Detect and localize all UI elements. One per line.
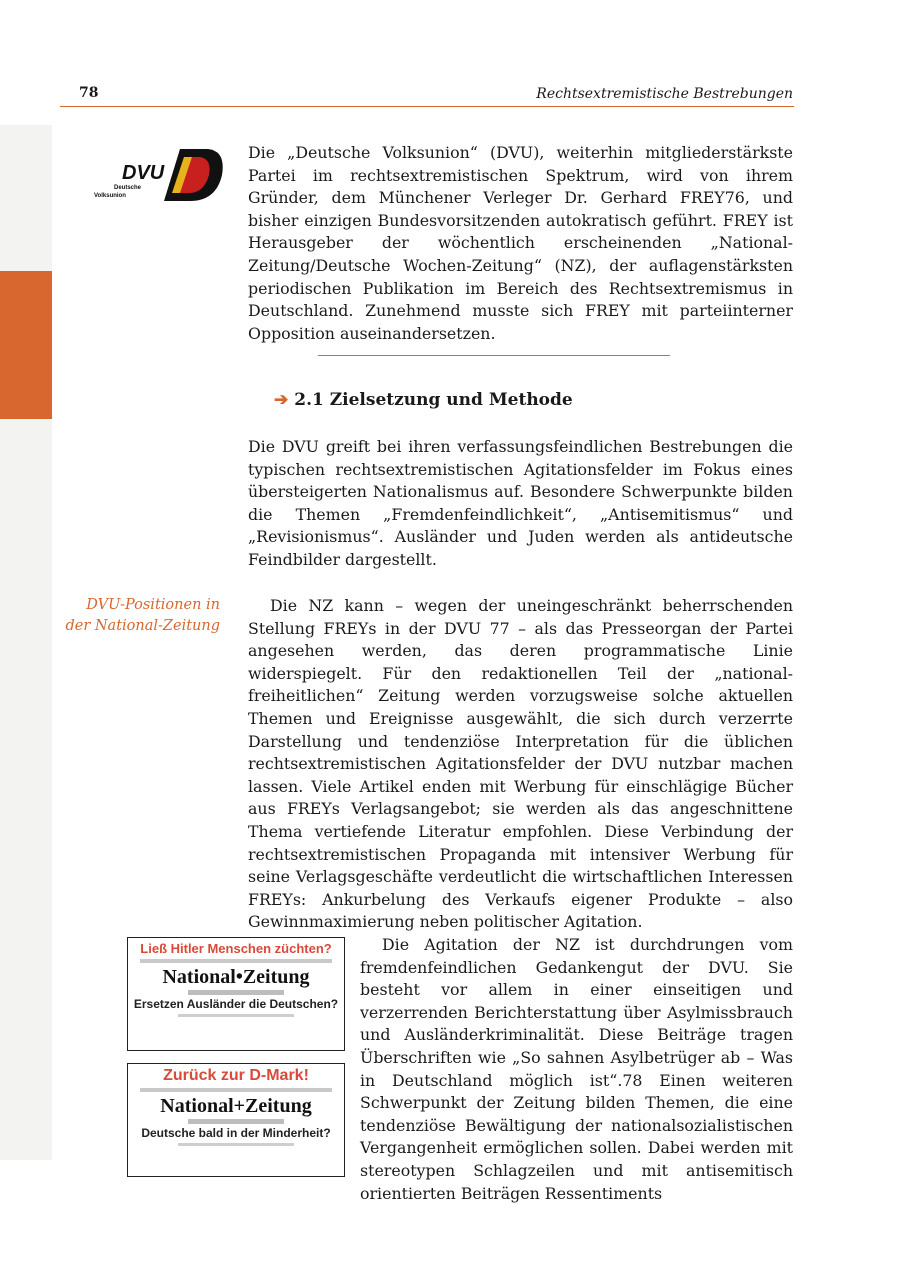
clipping-subline <box>188 990 284 995</box>
section-heading <box>274 390 573 410</box>
header-rule <box>60 106 794 107</box>
clipping-headline: Deutsche bald in der Minderheit? <box>141 1126 331 1140</box>
intro-paragraph: Die „Deutsche Volksunion“ (DVU), weiterhin mitgliederstärkste Partei im rechtsextremistischen Spektrum, wird von ihrem Gründer, dem Münchener Verleger Dr. Gerhard FREY76, und bisher einzigen Bundesvorsitzenden autokratisch geführt. FREY ist Herausgeber der wöchentlich erscheinenden „National-Zeitung/Deutsche Wochen-Zeitung“ (NZ), der auflagenstärksten periodischen Publikation im Bereich des Rechtsextremismus in Deutschland. Zunehmend musste sich FREY mit parteiinterner Opposition auseinandersetzen. <box>248 143 793 343</box>
logo-subtitle-line1: Deutsche <box>114 185 142 191</box>
clipping-kicker: Ließ Hitler Menschen züchten? <box>140 941 332 956</box>
newspaper-clipping-2 <box>127 1063 345 1177</box>
section-divider <box>318 355 670 356</box>
paragraph-objectives: Die DVU greift bei ihren verfassungsfeindlichen Bestrebungen die typischen rechtsextremistischen Agitationsfelder im Fokus eines übersteigerten Nationalismus auf. Besondere Schwerpunkte bilden die Themen „Fremdenfeindlichkeit“, „Antisemitismus“ und „Revisionismus“. Ausländer und Juden werden als antideutsche Feindbilder dargestellt. <box>248 437 793 569</box>
running-title: Rechtsextremistische Bestrebungen <box>536 86 793 102</box>
margin-note-line2: der National-Zeitung <box>65 618 220 634</box>
chapter-tab-marker <box>0 271 52 419</box>
clipping-kicker: Zurück zur D-Mark! <box>163 1067 309 1084</box>
clipping-footer <box>178 1143 294 1146</box>
arrow-right-icon: ➔ <box>274 390 289 410</box>
page-number: 78 <box>79 85 99 101</box>
paragraph-nz-role: Die NZ kann – wegen der uneingeschränkt beherrschenden Stellung FREYs in der DVU 77 – als das Presseorgan der Partei angesehen werden, das deren programmatische Linie widerspiegelt. Für den redaktionellen Teil der „national-freiheitlichen“ Zeitung werden vorzugsweise solche aktuellen Themen und Ereignisse ausgewählt, die sich durch verzerrte Darstellung und tendenziöse Interpretation für die üblichen rechtsextremistischen Agitationsfelder der DVU nutzbar machen lassen. Viele Artikel enden mit Werbung für einschlägige Bücher aus FREYs Verlagsangebot; sie werden als das angeschnittene Thema vertiefende Literatur empfohlen. Diese Verbindung der rechtsextremistischen Propaganda mit intensiver Werbung für seine Verlagsgeschäfte verdeutlicht die wirtschaftlichen Interessen FREYs: Ankurbelung des Verkaufs eigener Produkte – also Gewinnmaximierung neben politischer Agitation. <box>248 596 793 932</box>
clipping-subline <box>140 959 332 963</box>
dvu-logo <box>92 145 224 205</box>
clipping-masthead: National+Zeitung <box>160 1095 312 1117</box>
margin-note-line1: DVU-Positionen in <box>86 597 220 613</box>
clipping-subline <box>140 1088 332 1092</box>
section-heading-text: 2.1 Zielsetzung und Methode <box>294 390 573 410</box>
clipping-footer <box>178 1014 294 1017</box>
newspaper-clipping-1 <box>127 937 345 1051</box>
clipping-subline <box>188 1119 284 1124</box>
paragraph-agitation: Die Agitation der NZ ist durchdrungen vom fremdenfeindlichen Gedankengut der DVU. Sie besteht vor allem in einer einseitigen und verzerrenden Berichterstattung über Asylmissbrauch und Ausländerkriminalität. Diese Beiträge tragen Überschriften wie „So sahnen Asylbetrüger ab – Was in Deutschland möglich ist“.78 Einen weiteren Schwerpunkt der Zeitung bilden Themen, die eine tendenziöse Bewältigung der nationalsozialistischen Vergangenheit ermöglichen sollen. Dabei werden mit stereotypen Schlagzeilen und mit antisemitisch orientierten Beiträgen Ressentiments <box>360 935 793 1203</box>
logo-subtitle-line2: Volksunion <box>94 193 126 199</box>
margin-note <box>60 595 220 637</box>
clipping-masthead: National•Zeitung <box>162 966 310 988</box>
clipping-headline: Ersetzen Ausländer die Deutschen? <box>133 997 339 1011</box>
logo-brand-text: DVU <box>122 162 165 184</box>
